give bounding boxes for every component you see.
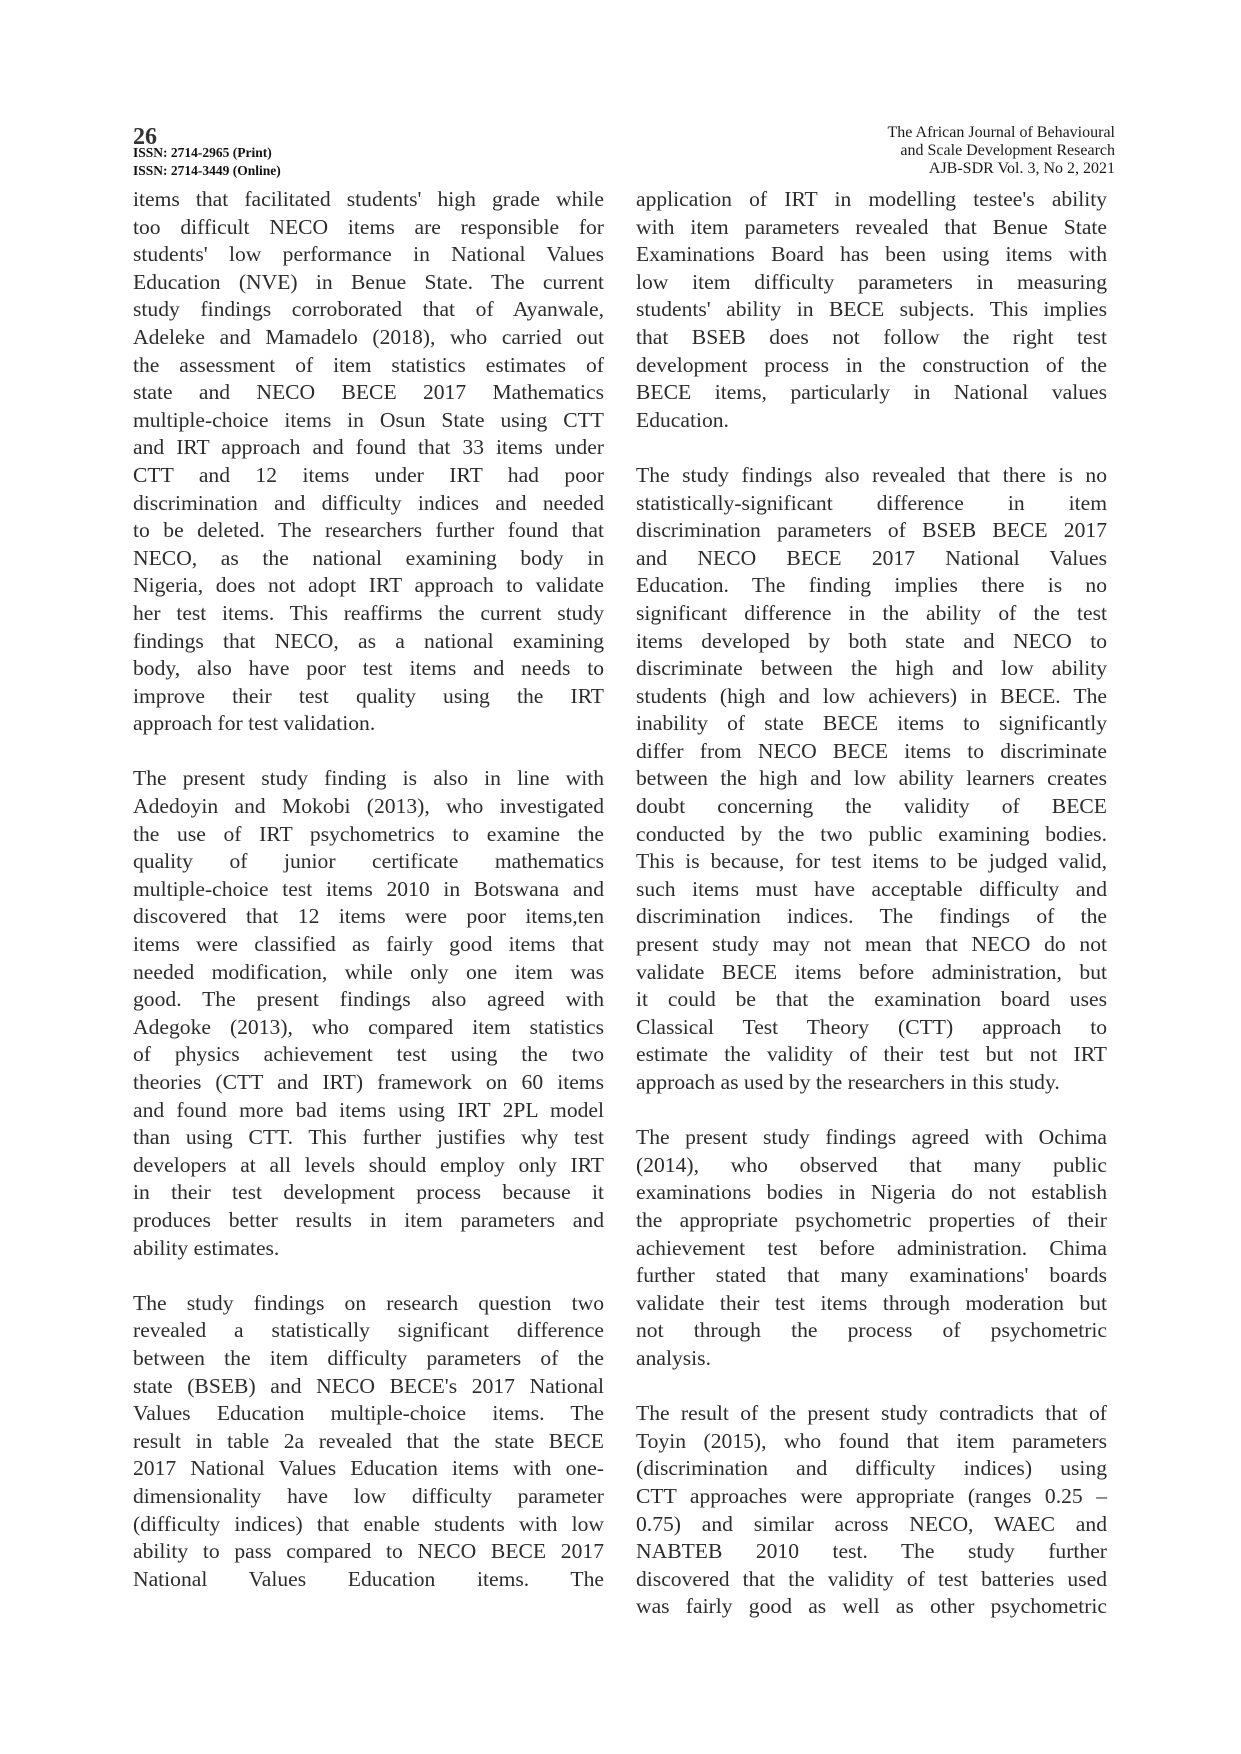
text-line: conducted by the two public examining bodies. bbox=[636, 821, 1107, 846]
text-line: discrimination and difficulty indices and needed bbox=[133, 490, 604, 515]
text-line: achievement test before administration. Chima bbox=[636, 1235, 1107, 1260]
text-line: to be deleted. The researchers further found that bbox=[133, 518, 604, 543]
text-line: National Values Education items. The bbox=[133, 1566, 604, 1591]
text-line: items developed by both state and NECO to bbox=[636, 628, 1107, 653]
text-line: students' low performance in National Values bbox=[133, 242, 604, 267]
text-line: discovered that 12 items were poor items,ten bbox=[133, 904, 604, 929]
text-line: BECE items, particularly in National values bbox=[636, 380, 1107, 405]
left-column bbox=[133, 186, 604, 1593]
paragraph-gap bbox=[636, 1097, 1107, 1125]
text-line: state (BSEB) and NECO BECE's 2017 National bbox=[133, 1373, 604, 1398]
text-line: discrimination parameters of BSEB BECE 2017 bbox=[636, 518, 1107, 543]
text-line: theories (CTT and IRT) framework on 60 items bbox=[133, 1070, 604, 1094]
text-line: revealed a statistically significant difference bbox=[133, 1318, 604, 1343]
text-line: her test items. This reaffirms the current study bbox=[133, 600, 604, 625]
text-line: approach as used by the researchers in this study. bbox=[636, 1070, 1060, 1094]
text-line: This is because, for test items to be judged valid, bbox=[636, 849, 1107, 874]
text-line: Adegoke (2013), who compared item statistics bbox=[133, 1014, 604, 1039]
page-number: 26 bbox=[133, 124, 157, 150]
text-line: Classical Test Theory (CTT) approach to bbox=[636, 1014, 1107, 1039]
text-line: estimate the validity of their test but not IRT bbox=[636, 1042, 1107, 1067]
text-line: NECO, as the national examining body in bbox=[133, 545, 604, 570]
text-line: analysis. bbox=[636, 1345, 711, 1370]
issn-online: ISSN: 2714-3449 (Online) bbox=[133, 163, 281, 178]
journal-title-line-1: The African Journal of Behavioural bbox=[887, 124, 1115, 141]
text-line: discriminate between the high and low ability bbox=[636, 656, 1107, 681]
text-line: application of IRT in modelling testee's ability bbox=[636, 187, 1107, 211]
text-line: further stated that many examinations' boards bbox=[636, 1263, 1107, 1288]
text-line: doubt concerning the validity of BECE bbox=[636, 794, 1107, 819]
text-line: items were classified as fairly good items that bbox=[133, 932, 604, 957]
text-line: ability to pass compared to NECO BECE 2017 bbox=[133, 1539, 604, 1564]
text-line: produces better results in item parameters and bbox=[133, 1207, 604, 1232]
text-line: significant difference in the ability of the test bbox=[636, 600, 1107, 625]
paragraph-gap bbox=[133, 738, 604, 766]
text-line: between the item difficulty parameters of the bbox=[133, 1345, 604, 1370]
text-line: the appropriate psychometric properties of their bbox=[636, 1207, 1107, 1232]
journal-volume: AJB-SDR Vol. 3, No 2, 2021 bbox=[928, 160, 1115, 177]
text-line: Education (NVE) in Benue State. The current bbox=[133, 269, 604, 294]
text-line: Adeleke and Mamadelo (2018), who carried out bbox=[133, 324, 604, 349]
text-line: Education. The finding implies there is no bbox=[636, 573, 1107, 598]
text-line: good. The present findings also agreed with bbox=[133, 987, 604, 1012]
text-line: CTT and 12 items under IRT had poor bbox=[133, 462, 604, 487]
right-column bbox=[636, 186, 1107, 1621]
paragraph bbox=[636, 1124, 1107, 1372]
text-line: in their test development process because it bbox=[133, 1180, 604, 1205]
text-line: statistically-significant difference in item bbox=[636, 490, 1107, 515]
text-line: improve their test quality using the IRT bbox=[133, 683, 604, 708]
text-line: multiple-choice test items 2010 in Botswana and bbox=[133, 876, 604, 901]
text-line: multiple-choice items in Osun State using CTT bbox=[133, 407, 604, 432]
paragraph bbox=[636, 186, 1107, 434]
text-line: Adedoyin and Mokobi (2013), who investigated bbox=[133, 794, 604, 819]
text-line: needed modification, while only one item was bbox=[133, 959, 604, 984]
text-line: than using CTT. This further justifies why test bbox=[133, 1125, 604, 1150]
text-line: approach for test validation. bbox=[133, 711, 376, 736]
text-line: validate their test items through moderation but bbox=[636, 1290, 1107, 1315]
text-line: ability estimates. bbox=[133, 1235, 280, 1260]
paragraph-gap bbox=[636, 434, 1107, 462]
paragraph bbox=[636, 1400, 1107, 1621]
text-line: of physics achievement test using the two bbox=[133, 1042, 604, 1067]
text-line: items that facilitated students' high grade while bbox=[133, 187, 604, 211]
text-line: The study findings also revealed that there is no bbox=[636, 462, 1107, 487]
text-line: examinations bodies in Nigeria do not establish bbox=[636, 1180, 1107, 1205]
text-line: differ from NECO BECE items to discriminate bbox=[636, 738, 1107, 763]
text-line: low item difficulty parameters in measuring bbox=[636, 269, 1107, 294]
text-line: between the high and low ability learners creates bbox=[636, 766, 1107, 791]
text-line: development process in the construction of the bbox=[636, 352, 1107, 377]
text-line: Toyin (2015), who found that item parameters bbox=[636, 1428, 1107, 1453]
text-line: and found more bad items using IRT 2PL model bbox=[133, 1097, 604, 1122]
text-line: Examinations Board has been using items with bbox=[636, 242, 1107, 267]
text-line: The present study finding is also in line with bbox=[133, 766, 604, 791]
paragraph-gap bbox=[133, 1262, 604, 1290]
text-line: dimensionality have low difficulty parameter bbox=[133, 1483, 604, 1508]
text-line: findings that NECO, as a national examining bbox=[133, 628, 604, 653]
text-line: validate BECE items before administration, but bbox=[636, 959, 1107, 984]
text-line: CTT approaches were appropriate (ranges 0.25 – bbox=[636, 1483, 1107, 1508]
paragraph bbox=[133, 1290, 604, 1594]
text-line: discovered that the validity of test batteries used bbox=[636, 1566, 1107, 1591]
text-line: not through the process of psychometric bbox=[636, 1318, 1107, 1343]
text-line: result in table 2a revealed that the state BECE bbox=[133, 1428, 604, 1453]
paragraph bbox=[133, 765, 604, 1262]
text-line: developers at all levels should employ only IRT bbox=[133, 1152, 604, 1177]
text-line: present study may not mean that NECO do not bbox=[636, 932, 1107, 957]
text-line: (2014), who observed that many public bbox=[636, 1152, 1107, 1177]
text-line: too difficult NECO items are responsible for bbox=[133, 214, 604, 239]
text-line: The result of the present study contradicts that of bbox=[636, 1401, 1107, 1426]
journal-title-line-2: and Scale Development Research bbox=[900, 142, 1115, 159]
text-line: The study findings on research question two bbox=[133, 1290, 604, 1315]
text-line: with item parameters revealed that Benue State bbox=[636, 214, 1107, 239]
paragraph bbox=[636, 462, 1107, 1097]
text-line: study findings corroborated that of Ayanwale, bbox=[133, 297, 604, 322]
text-line: and IRT approach and found that 33 items under bbox=[133, 435, 604, 460]
text-line: Nigeria, does not adopt IRT approach to validate bbox=[133, 573, 604, 598]
text-line: state and NECO BECE 2017 Mathematics bbox=[133, 380, 604, 405]
journal-header bbox=[888, 124, 1115, 178]
text-line: quality of junior certificate mathematics bbox=[133, 849, 604, 874]
text-line: students' ability in BECE subjects. This implies bbox=[636, 297, 1107, 322]
text-line: (difficulty indices) that enable students with low bbox=[133, 1511, 604, 1536]
text-line: and NECO BECE 2017 National Values bbox=[636, 545, 1107, 570]
text-line: the use of IRT psychometrics to examine the bbox=[133, 821, 604, 846]
text-line: that BSEB does not follow the right test bbox=[636, 324, 1107, 349]
issn-print: ISSN: 2714-2965 (Print) bbox=[133, 145, 272, 160]
paragraph bbox=[133, 186, 604, 738]
text-line: students (high and low achievers) in BECE. The bbox=[636, 683, 1107, 708]
text-line: 2017 National Values Education items with one- bbox=[133, 1456, 604, 1481]
text-line: such items must have acceptable difficulty and bbox=[636, 876, 1107, 901]
text-line: it could be that the examination board uses bbox=[636, 987, 1107, 1012]
text-line: Values Education multiple-choice items. The bbox=[133, 1401, 604, 1426]
text-line: body, also have poor test items and needs to bbox=[133, 656, 604, 681]
text-line: 0.75) and similar across NECO, WAEC and bbox=[636, 1511, 1107, 1536]
text-line: discrimination indices. The findings of the bbox=[636, 904, 1107, 929]
text-line: the assessment of item statistics estimates of bbox=[133, 352, 604, 377]
text-line: NABTEB 2010 test. The study further bbox=[636, 1539, 1107, 1564]
text-line: (discrimination and difficulty indices) using bbox=[636, 1456, 1107, 1481]
text-line: was fairly good as well as other psychometric bbox=[636, 1594, 1107, 1619]
text-line: inability of state BECE items to significantly bbox=[636, 711, 1107, 736]
text-line: The present study findings agreed with Ochima bbox=[636, 1125, 1107, 1150]
paragraph-gap bbox=[636, 1373, 1107, 1401]
text-line: Education. bbox=[636, 407, 729, 432]
